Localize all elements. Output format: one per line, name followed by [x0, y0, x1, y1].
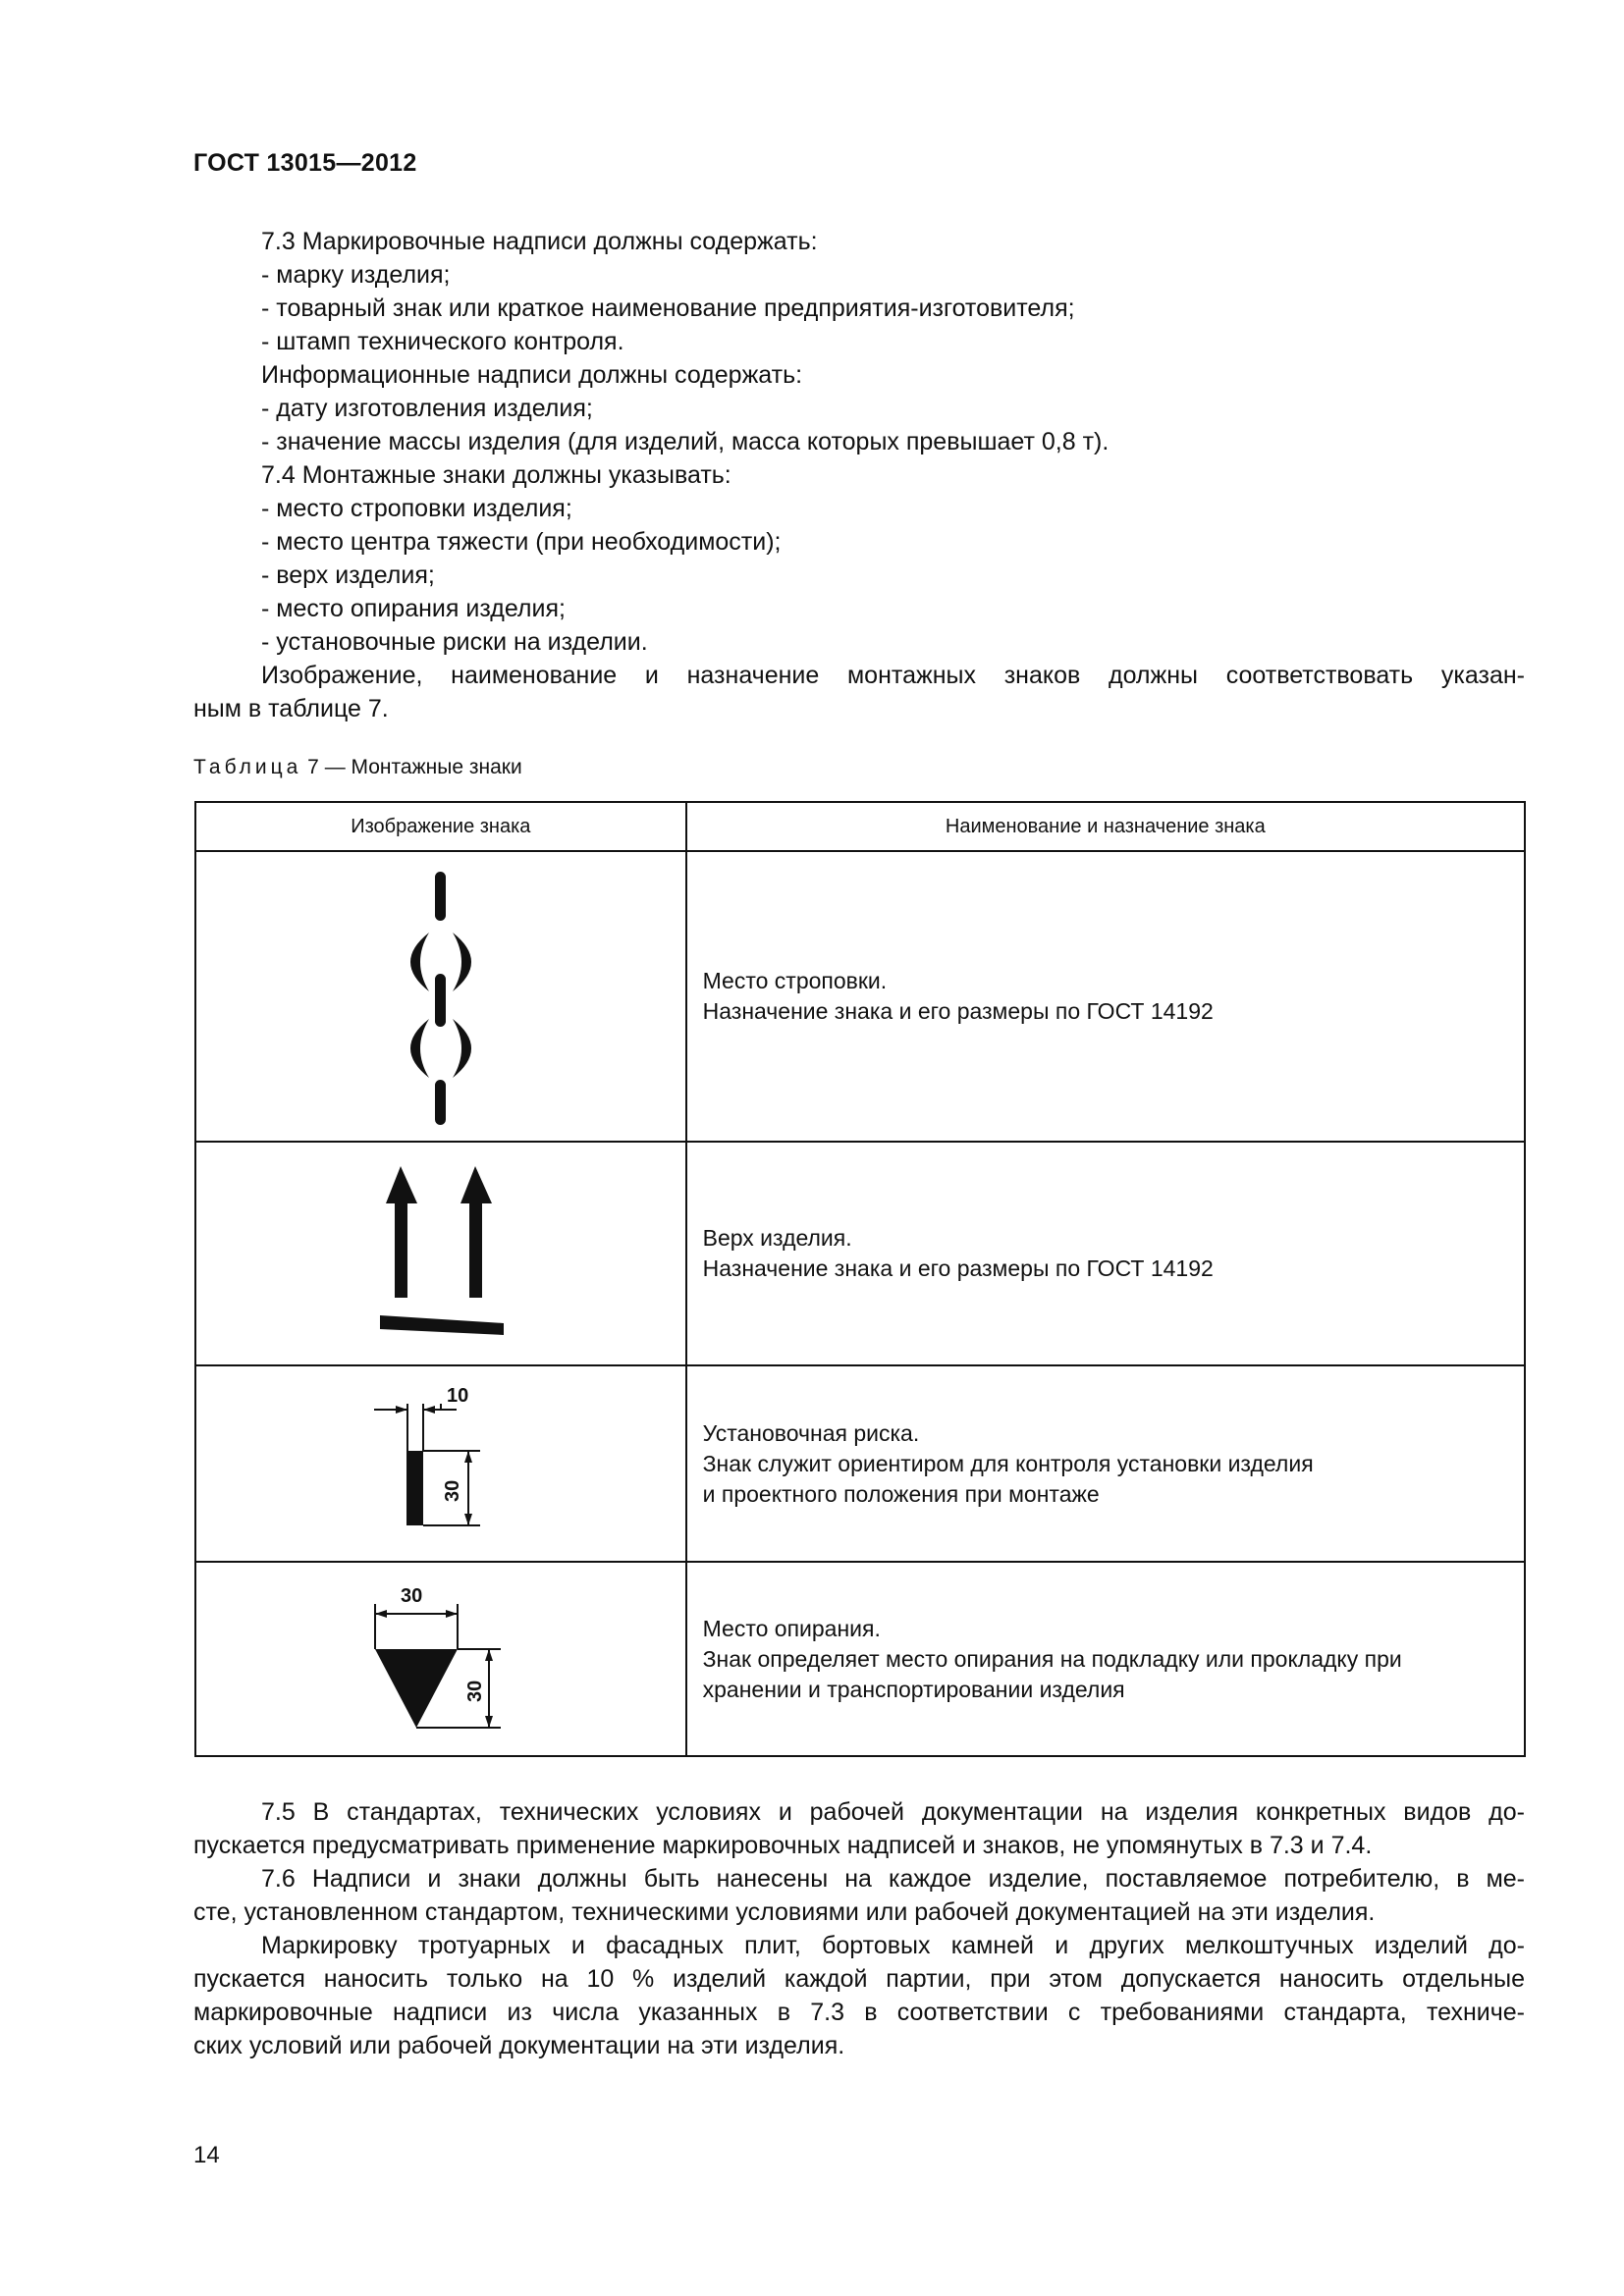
section-7-3-intro: 7.3 Маркировочные надписи должны содержать: [261, 228, 818, 255]
sections-7-3-7-4 [193, 225, 1525, 725]
header-description: Наименование и назначение знака [686, 802, 1525, 851]
installation-mark-icon [362, 1380, 519, 1547]
sign-name: Место строповки. [702, 968, 888, 993]
sling-chain-icon [362, 864, 519, 1129]
mounting-signs-table [194, 801, 1526, 1757]
sign-purpose: Назначение знака и его размеры по ГОСТ 14192 [702, 1255, 1214, 1281]
table-row [195, 1365, 1525, 1562]
sign-name: Место опирания. [702, 1615, 881, 1641]
list-item: - место центра тяжести (при необходимости); [261, 528, 782, 556]
list-item: - марку изделия; [261, 261, 451, 289]
table-header-row [195, 802, 1525, 851]
table-caption-label: Таблица [193, 756, 302, 778]
sign-image-cell [195, 851, 686, 1142]
page-number: 14 [193, 2142, 220, 2168]
list-item: - товарный знак или краткое наименование предприятия-изготовителя; [261, 294, 1075, 322]
section-7-4-intro: 7.4 Монтажные знаки должны указывать: [261, 461, 731, 489]
list-item: - место опирания изделия; [261, 595, 566, 622]
sign-purpose: Назначение знака и его размеры по ГОСТ 14192 [702, 998, 1214, 1024]
list-item: - дату изготовления изделия; [261, 395, 593, 422]
sections-7-5-7-6 [193, 1795, 1525, 2062]
list-item: - верх изделия; [261, 561, 435, 589]
sign-purpose: хранении и транспортировании изделия [702, 1676, 1125, 1702]
table-caption-text: 7 — Монтажные знаки [301, 756, 522, 778]
table-caption [193, 756, 522, 779]
document-header: ГОСТ 13015—2012 [193, 149, 417, 177]
sign-description-cell [686, 1365, 1525, 1562]
sign-name: Установочная риска. [702, 1419, 920, 1446]
paragraph-line: пускается наносить только на 10 % изделий каждой партии, при этом допускается наносить отдельные [193, 1965, 1525, 1993]
table-row [195, 1142, 1525, 1365]
list-item: - штамп технического контроля. [261, 328, 624, 355]
sign-description-cell [686, 1142, 1525, 1365]
sign-purpose: Знак служит ориентиром для контроля установки изделия [702, 1450, 1314, 1476]
mark-height-label: 30 [441, 1479, 463, 1502]
list-item: - место строповки изделия; [261, 495, 572, 522]
table-row [195, 851, 1525, 1142]
sign-image-cell [195, 1365, 686, 1562]
paragraph-line: ских условий или рабочей документации на эти изделия. [193, 2032, 845, 2059]
paragraph-line: пускается предусматривать применение маркировочных надписей и знаков, не упомянутых в 7.3 и 7.4. [193, 1832, 1373, 1859]
table-row [195, 1562, 1525, 1756]
support-point-triangle-icon [357, 1580, 524, 1737]
header-image: Изображение знака [195, 802, 686, 851]
sign-description-cell [686, 851, 1525, 1142]
up-arrows-icon [362, 1160, 519, 1347]
support-width-label: 30 [400, 1585, 423, 1607]
paragraph-line: 7.6 Надписи и знаки должны быть нанесены на каждое изделие, поставляемое потребителю, в ме- [261, 1865, 1525, 1893]
info-intro: Информационные надписи должны содержать: [261, 361, 803, 389]
sign-name: Верх изделия. [702, 1225, 852, 1251]
list-item: - значение массы изделия (для изделий, масса которых превышает 0,8 т). [261, 428, 1110, 455]
paragraph-line: Маркировку тротуарных и фасадных плит, бортовых камней и других мелкоштучных изделий до- [261, 1932, 1525, 1959]
sign-image-cell [195, 1142, 686, 1365]
sign-purpose: Знак определяет место опирания на подкладку или прокладку при [702, 1645, 1402, 1672]
paragraph-line: Изображение, наименование и назначение монтажных знаков должны соответствовать указан- [261, 662, 1525, 689]
paragraph-line: маркировочные надписи из числа указанных в 7.3 в соответствии с требованиями стандарта, техниче- [193, 1999, 1525, 2026]
paragraph-line: 7.5 В стандартах, технических условиях и рабочей документации на изделия конкретных видов до- [261, 1798, 1525, 1826]
paragraph-line: сте, установленном стандартом, техническими условиями или рабочей документацией на эти изделия. [193, 1898, 1376, 1926]
paragraph-line: ным в таблице 7. [193, 695, 389, 722]
list-item: - установочные риски на изделии. [261, 628, 648, 656]
sign-description-cell [686, 1562, 1525, 1756]
mark-width-label: 10 [446, 1385, 469, 1407]
sign-purpose: и проектного положения при монтаже [702, 1480, 1100, 1507]
sign-image-cell [195, 1562, 686, 1756]
support-height-label: 30 [463, 1680, 486, 1702]
